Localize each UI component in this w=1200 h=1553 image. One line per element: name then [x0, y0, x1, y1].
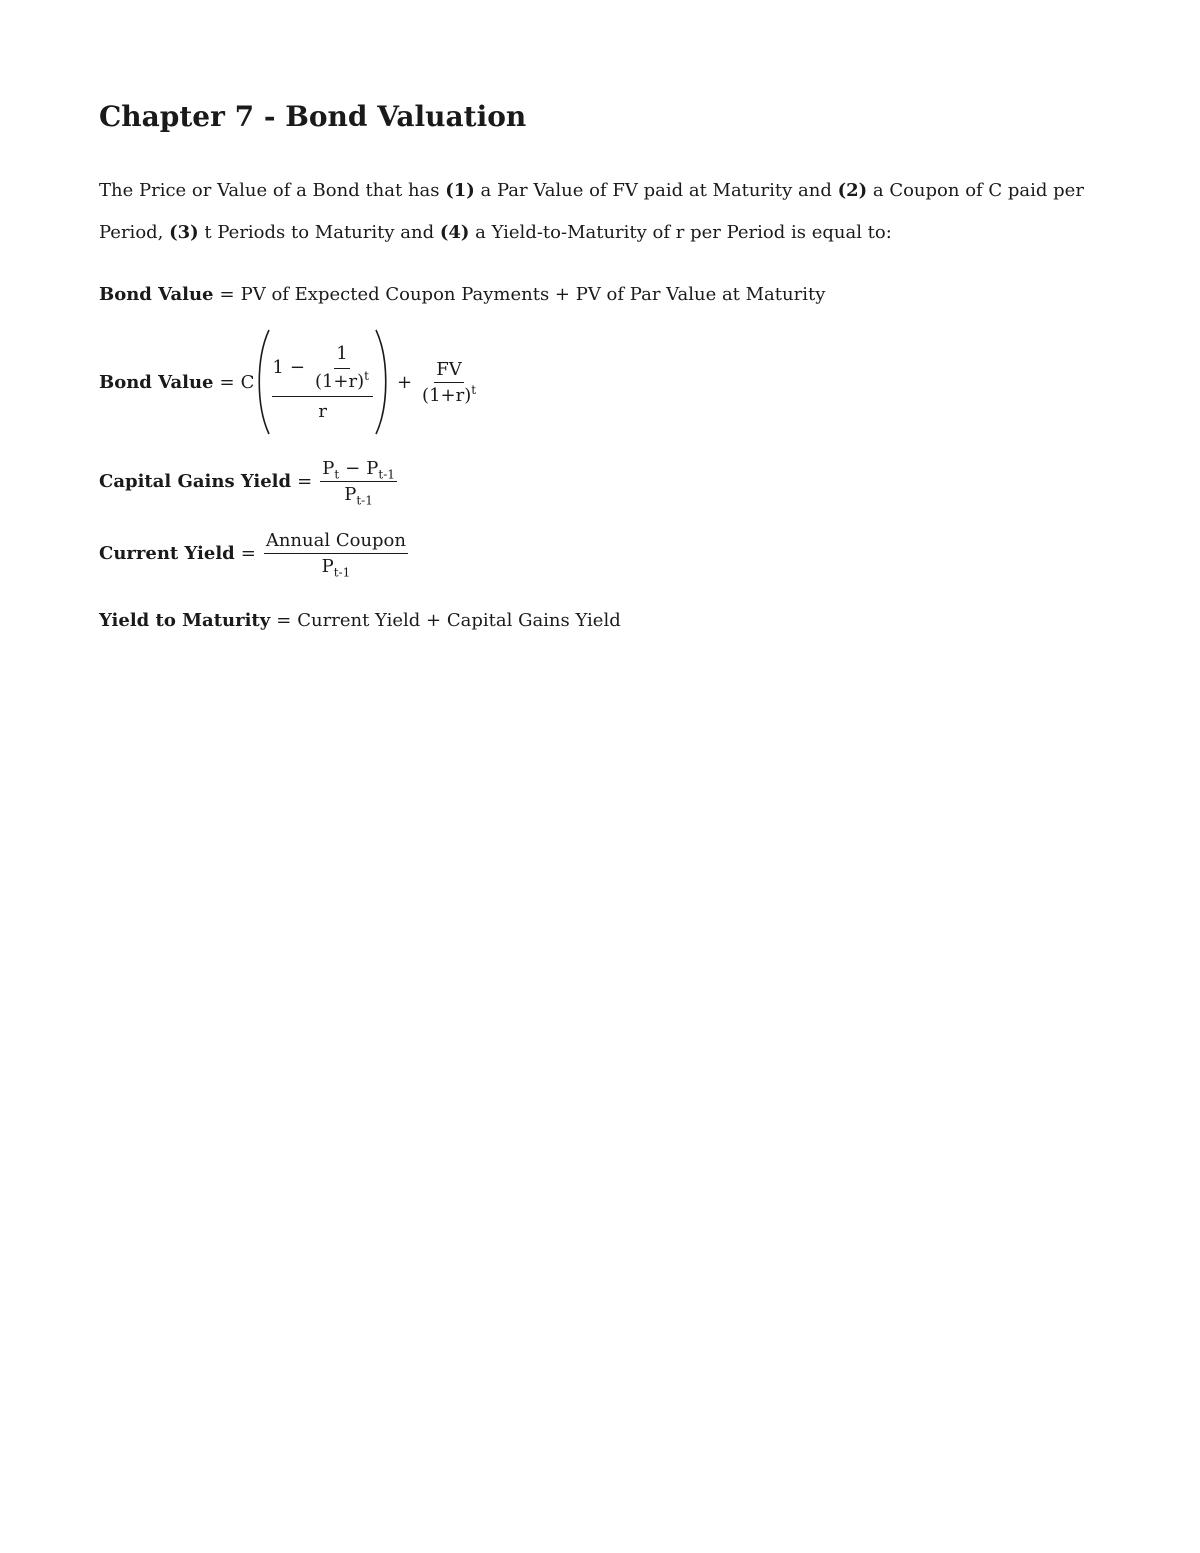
p-symbol: P — [321, 556, 334, 577]
big-parenthesis-group — [254, 328, 391, 436]
formula-bond-value-words — [99, 284, 825, 305]
p-symbol: P — [322, 458, 335, 479]
formula-current-yield — [99, 530, 410, 580]
outer-numerator — [272, 343, 373, 397]
capital-gains-denominator — [342, 482, 375, 508]
fv-denominator — [420, 383, 478, 406]
one: 1 — [272, 356, 284, 378]
inner-denominator — [313, 369, 371, 392]
formula-label: Capital Gains Yield — [99, 471, 292, 492]
formula-label: Current Yield — [99, 543, 235, 564]
current-yield-numerator: Annual Coupon — [264, 530, 408, 554]
formula-rhs: Current Yield + Capital Gains Yield — [297, 610, 621, 631]
right-paren-icon — [373, 328, 391, 436]
p-symbol: P — [366, 458, 379, 479]
p-subscript: t — [334, 467, 340, 482]
equals-sign: = — [276, 610, 292, 631]
fv-den-base: (1+r) — [422, 384, 472, 406]
formula-label: Bond Value — [99, 284, 214, 305]
current-yield-fraction — [264, 530, 408, 580]
inner-fraction — [313, 343, 371, 392]
formula-yield-to-maturity — [99, 610, 621, 631]
page-title: Chapter 7 - Bond Valuation — [99, 100, 527, 133]
formula-bond-value-math — [99, 328, 480, 436]
intro-text-2: a Par Value of FV paid at Maturity and — [474, 180, 838, 201]
equals-sign: = — [297, 471, 313, 492]
inner-numerator: 1 — [334, 343, 349, 369]
p-subscript: t-1 — [333, 565, 351, 580]
inner-den-exponent: t — [364, 368, 369, 383]
plus-sign: + — [396, 371, 413, 393]
intro-text-5: a Yield-to-Maturity of r per Period is equal to: — [469, 222, 892, 243]
intro-text-4: t Periods to Maturity and — [198, 222, 440, 243]
coefficient-c: C — [240, 371, 255, 393]
equals-sign: = — [240, 543, 256, 564]
intro-paragraph — [99, 170, 1109, 254]
fv-fraction — [420, 359, 478, 406]
minus-sign: − — [289, 356, 305, 378]
capital-gains-fraction — [320, 458, 397, 508]
p-symbol: P — [344, 484, 357, 505]
intro-text-1: The Price or Value of a Bond that has — [99, 180, 446, 201]
fv-numerator: FV — [434, 359, 464, 383]
minus-sign: − — [345, 458, 361, 479]
fv-den-exponent: t — [471, 382, 477, 397]
intro-num-4: (4) — [439, 222, 470, 243]
formula-rhs: PV of Expected Coupon Payments + PV of Par Value at Maturity — [240, 284, 826, 305]
formula-label: Bond Value — [99, 371, 214, 393]
formula-capital-gains-yield — [99, 458, 399, 508]
outer-fraction — [272, 343, 373, 422]
intro-num-1: (1) — [445, 180, 475, 201]
equals-sign: = — [219, 371, 235, 393]
outer-denominator: r — [318, 400, 327, 422]
equals-sign: = — [219, 284, 235, 305]
capital-gains-numerator — [320, 458, 397, 482]
intro-text-3: a Coupon of C paid per Period, — [99, 180, 1084, 243]
formula-label: Yield to Maturity — [99, 610, 271, 631]
current-yield-denominator — [320, 554, 353, 580]
intro-num-3: (3) — [169, 222, 199, 243]
p-subscript: t-1 — [378, 467, 395, 482]
intro-num-2: (2) — [837, 180, 868, 201]
left-paren-icon — [254, 328, 272, 436]
p-subscript: t-1 — [356, 493, 373, 508]
inner-den-base: (1+r) — [314, 370, 365, 392]
